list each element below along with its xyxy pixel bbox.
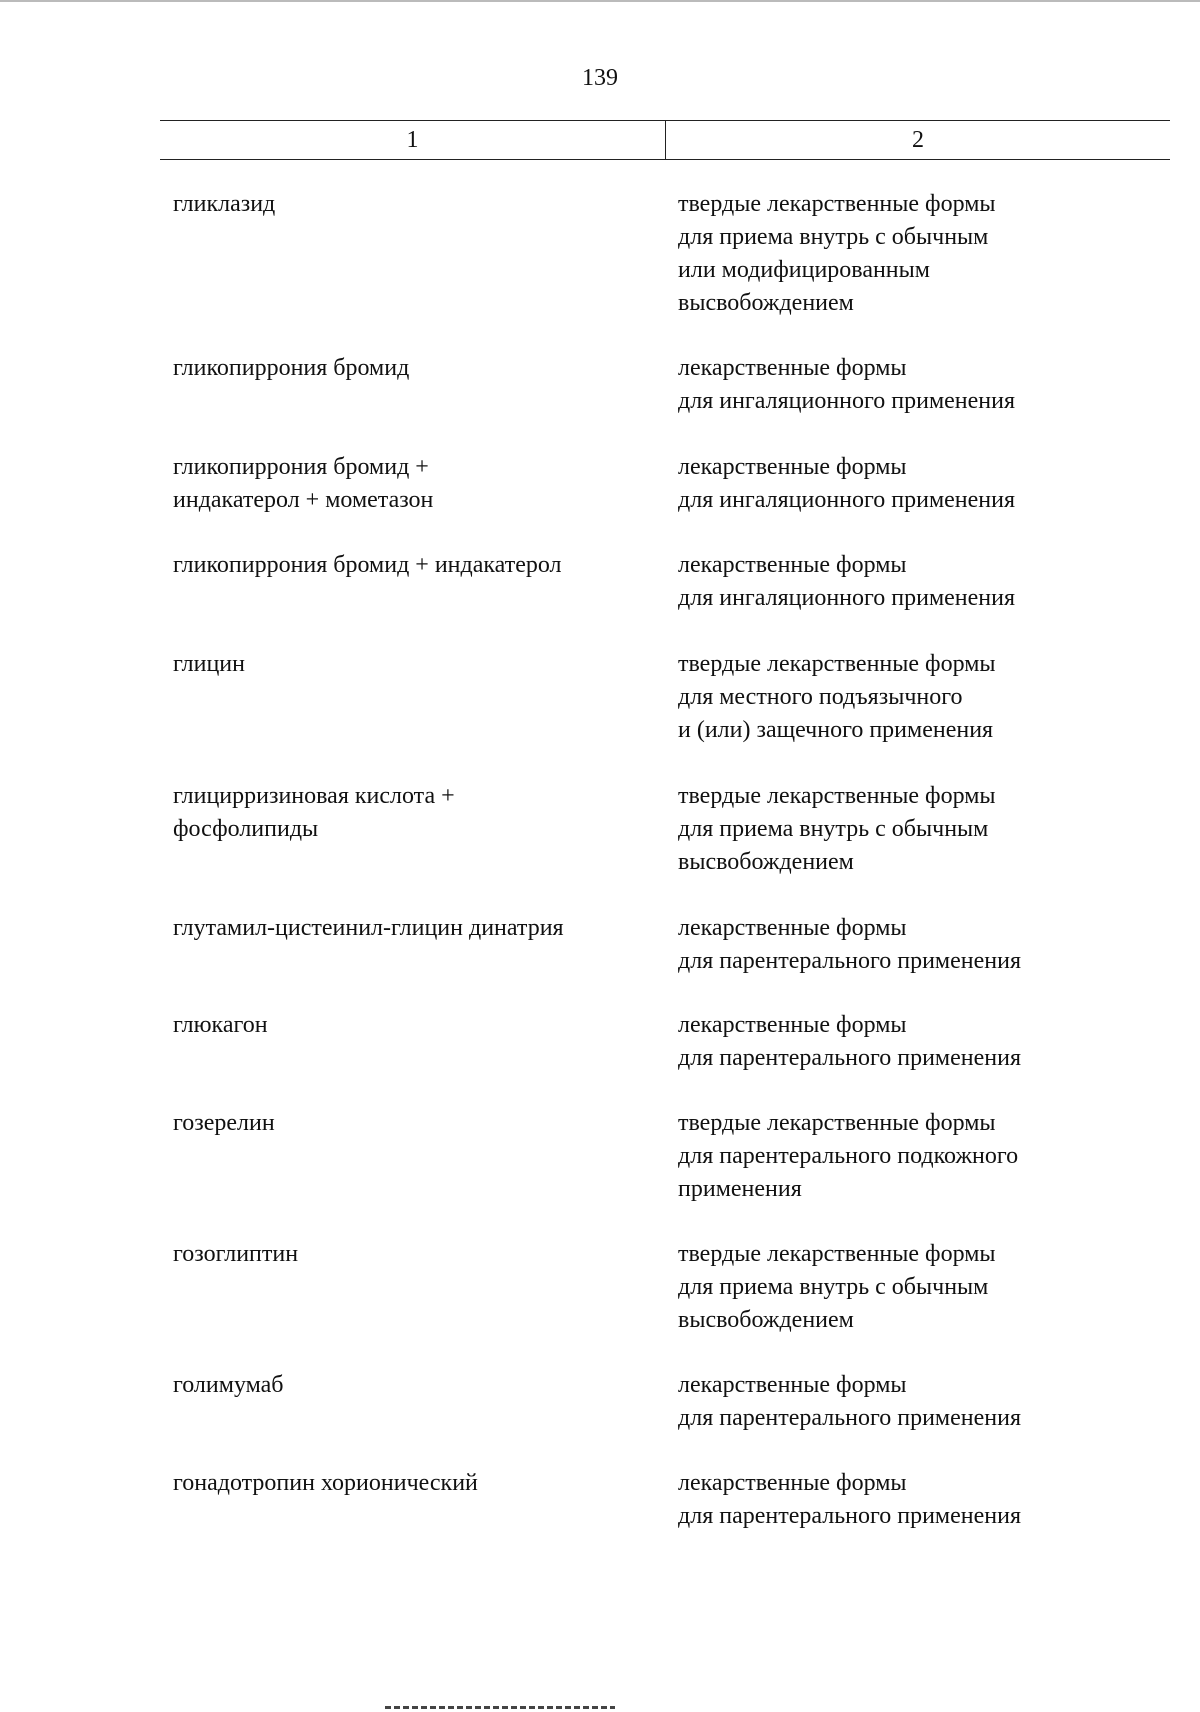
drug-name: гонадотропин хорионический bbox=[173, 1470, 478, 1496]
drug-name: гликопиррония бромид + индакатерол bbox=[173, 552, 562, 578]
table-row bbox=[173, 1369, 1173, 1467]
drug-name: гозоглиптин bbox=[173, 1241, 299, 1267]
dosage-form: лекарственные формы для парентерального применения bbox=[678, 915, 1021, 974]
dosage-form: твердые лекарственные формы для приема внутрь с обычным высвобождением bbox=[678, 783, 996, 875]
table-row bbox=[173, 1107, 1173, 1238]
column-header-2: 2 bbox=[912, 127, 924, 153]
drug-table bbox=[173, 188, 1173, 1537]
table-row bbox=[173, 1238, 1173, 1369]
column-header-1: 1 bbox=[406, 127, 419, 153]
dosage-form: лекарственные формы для ингаляционного применения bbox=[678, 355, 1016, 414]
table-row bbox=[173, 1467, 1173, 1537]
drug-name: гликлазид bbox=[173, 191, 276, 217]
drug-name: глутамил-цистеинил-глицин динатрия bbox=[173, 915, 564, 941]
dosage-form: твердые лекарственные формы для местного подъязычного и (или) защечного применения bbox=[678, 651, 996, 743]
drug-name: глюкагон bbox=[173, 1012, 268, 1038]
drug-name: голимумаб bbox=[173, 1372, 284, 1398]
drug-name: гликопиррония бромид + индакатерол + мометазон bbox=[173, 454, 434, 513]
dosage-form: твердые лекарственные формы для парентерального подкожного применения bbox=[678, 1110, 1019, 1202]
dosage-form: лекарственные формы для ингаляционного применения bbox=[678, 454, 1016, 513]
table-row bbox=[173, 451, 1173, 549]
table-row bbox=[173, 912, 1173, 1009]
table-row bbox=[173, 188, 1173, 352]
page-number: 139 bbox=[582, 65, 618, 91]
dosage-form: лекарственные формы для парентерального применения bbox=[678, 1012, 1021, 1071]
drug-name: гликопиррония бромид bbox=[173, 355, 410, 381]
table-row bbox=[173, 549, 1173, 648]
table-header bbox=[160, 120, 1170, 160]
table-row bbox=[173, 352, 1173, 451]
drug-name: глицирризиновая кислота + фосфолипиды bbox=[173, 783, 455, 842]
dosage-form: лекарственные формы для парентерального применения bbox=[678, 1372, 1021, 1431]
table-row bbox=[173, 648, 1173, 780]
dosage-form: лекарственные формы для парентерального применения bbox=[678, 1470, 1021, 1529]
dosage-form: твердые лекарственные формы для приема внутрь с обычным высвобождением bbox=[678, 1241, 996, 1333]
table-row bbox=[173, 780, 1173, 912]
scan-bottom-artifact bbox=[385, 1706, 615, 1709]
drug-name: гозерелин bbox=[173, 1110, 275, 1136]
table-row bbox=[173, 1009, 1173, 1107]
dosage-form: твердые лекарственные формы для приема внутрь с обычным или модифицированным высвобождением bbox=[678, 191, 996, 316]
drug-name: глицин bbox=[173, 651, 245, 677]
dosage-form: лекарственные формы для ингаляционного применения bbox=[678, 552, 1016, 611]
scan-top-border bbox=[0, 0, 1200, 2]
